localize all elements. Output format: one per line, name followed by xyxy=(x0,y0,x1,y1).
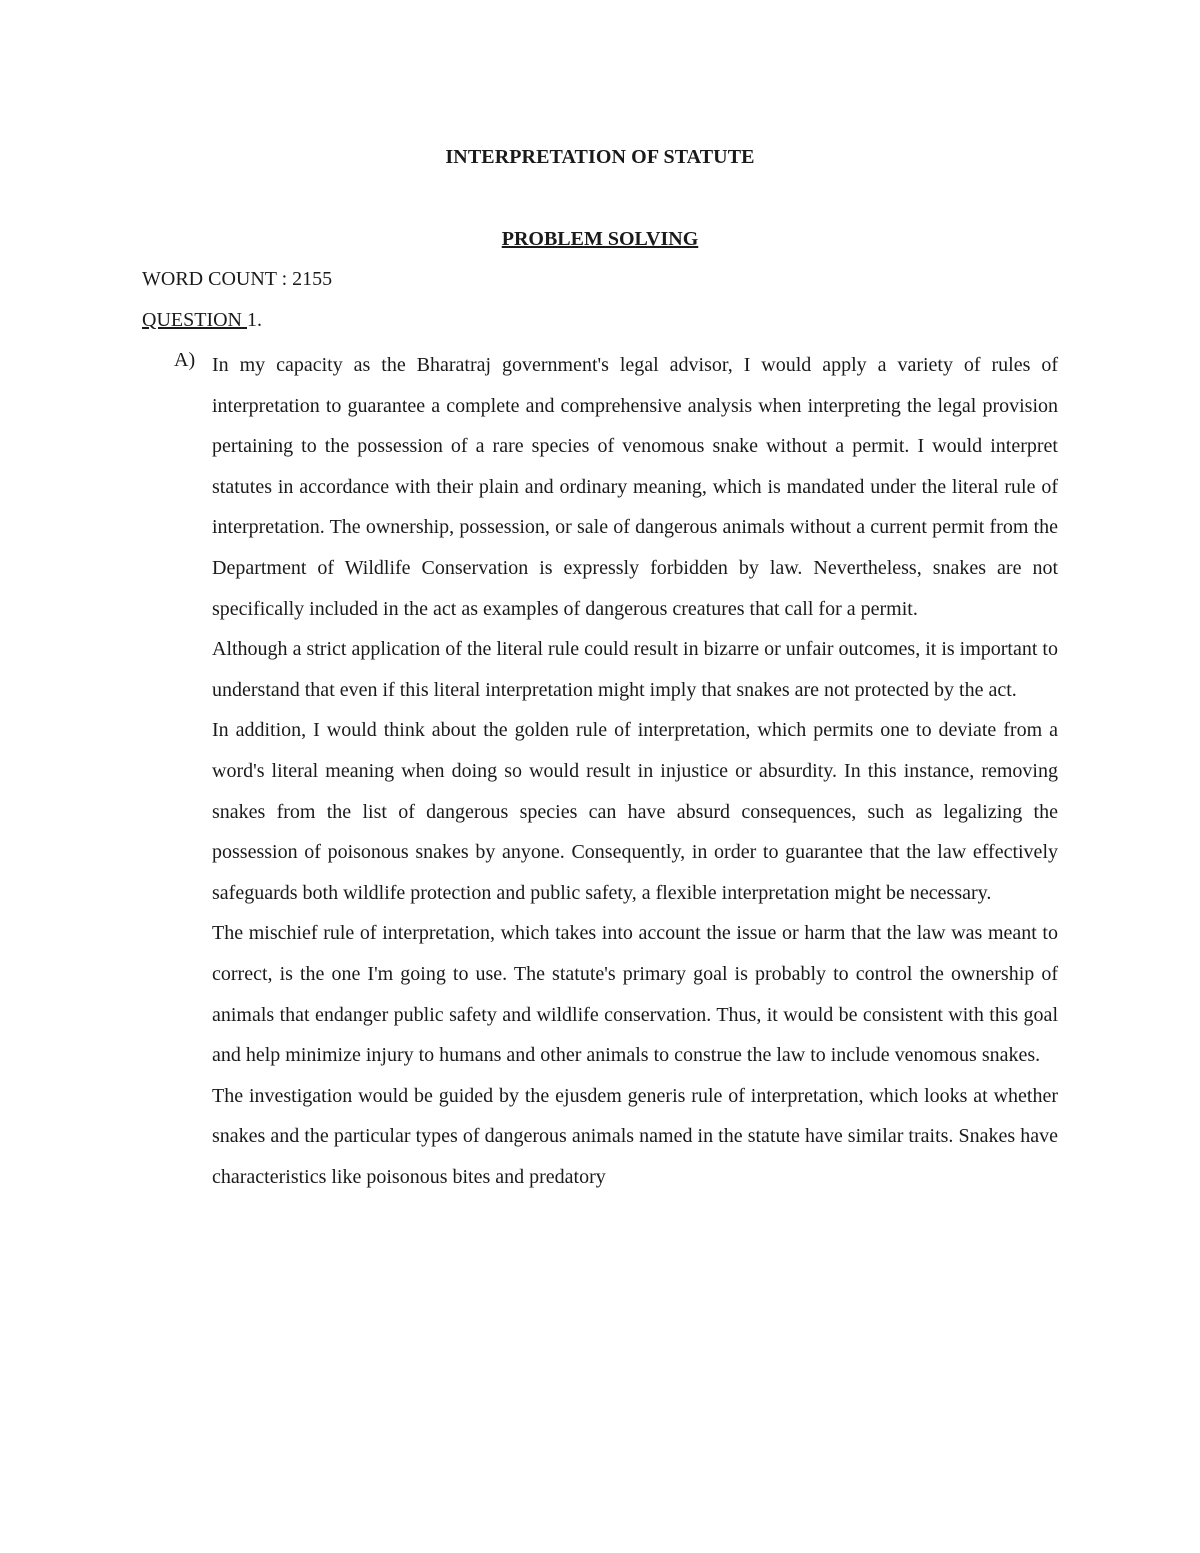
document-subtitle: PROBLEM SOLVING xyxy=(501,228,699,250)
question-heading xyxy=(142,306,262,334)
paragraph: Although a strict application of the literal rule could result in bizarre or unfair outcomes, it is important to understand that even if this literal interpretation might imply that snakes are not protected by the act. xyxy=(212,638,1058,701)
word-count: WORD COUNT : 2155 xyxy=(142,268,333,290)
question-label: QUESTION xyxy=(142,309,247,331)
paragraph: In addition, I would think about the golden rule of interpretation, which permits one to deviate from a word's literal meaning when doing so would result in injustice or absurdity. In this instance, removing snakes from the list of dangerous species can have absurd consequences, such as legalizing the possession of poisonous snakes by anyone. Consequently, in order to guarantee that the law effectively safeguards both wildlife protection and public safety, a flexible interpretation might be necessary. xyxy=(212,719,1058,904)
paragraph: In my capacity as the Bharatraj government's legal advisor, I would apply a variety of rules of interpretation to guarantee a complete and comprehensive analysis when interpreting the legal provision pertaining to the possession of a rare species of venomous snake without a permit. I would interpret statutes in accordance with their plain and ordinary meaning, which is mandated under the literal rule of interpretation. The ownership, possession, or sale of dangerous animals without a current permit from the Department of Wildlife Conservation is expressly forbidden by law. Nevertheless, snakes are not specifically included in the act as examples of dangerous creatures that call for a permit. xyxy=(212,354,1058,620)
paragraph: The investigation would be guided by the ejusdem generis rule of interpretation, which looks at whether snakes and the particular types of dangerous animals named in the statute have similar traits. Snakes have characteristics like poisonous bites and predatory xyxy=(212,1084,1058,1188)
document-title: INTERPRETATION OF STATUTE xyxy=(445,146,755,168)
paragraph: The mischief rule of interpretation, which takes into account the issue or harm that the law was meant to correct, is the one I'm going to use. The statute's primary goal is probably to control the ownership of animals that endanger public safety and wildlife conservation. Thus, it would be consistent with this goal and help minimize injury to humans and other animals to construe the law to include venomous snakes. xyxy=(212,922,1058,1067)
question-number: 1. xyxy=(247,309,262,331)
list-item-marker: A) xyxy=(174,349,196,371)
answer-body xyxy=(212,345,1058,1197)
